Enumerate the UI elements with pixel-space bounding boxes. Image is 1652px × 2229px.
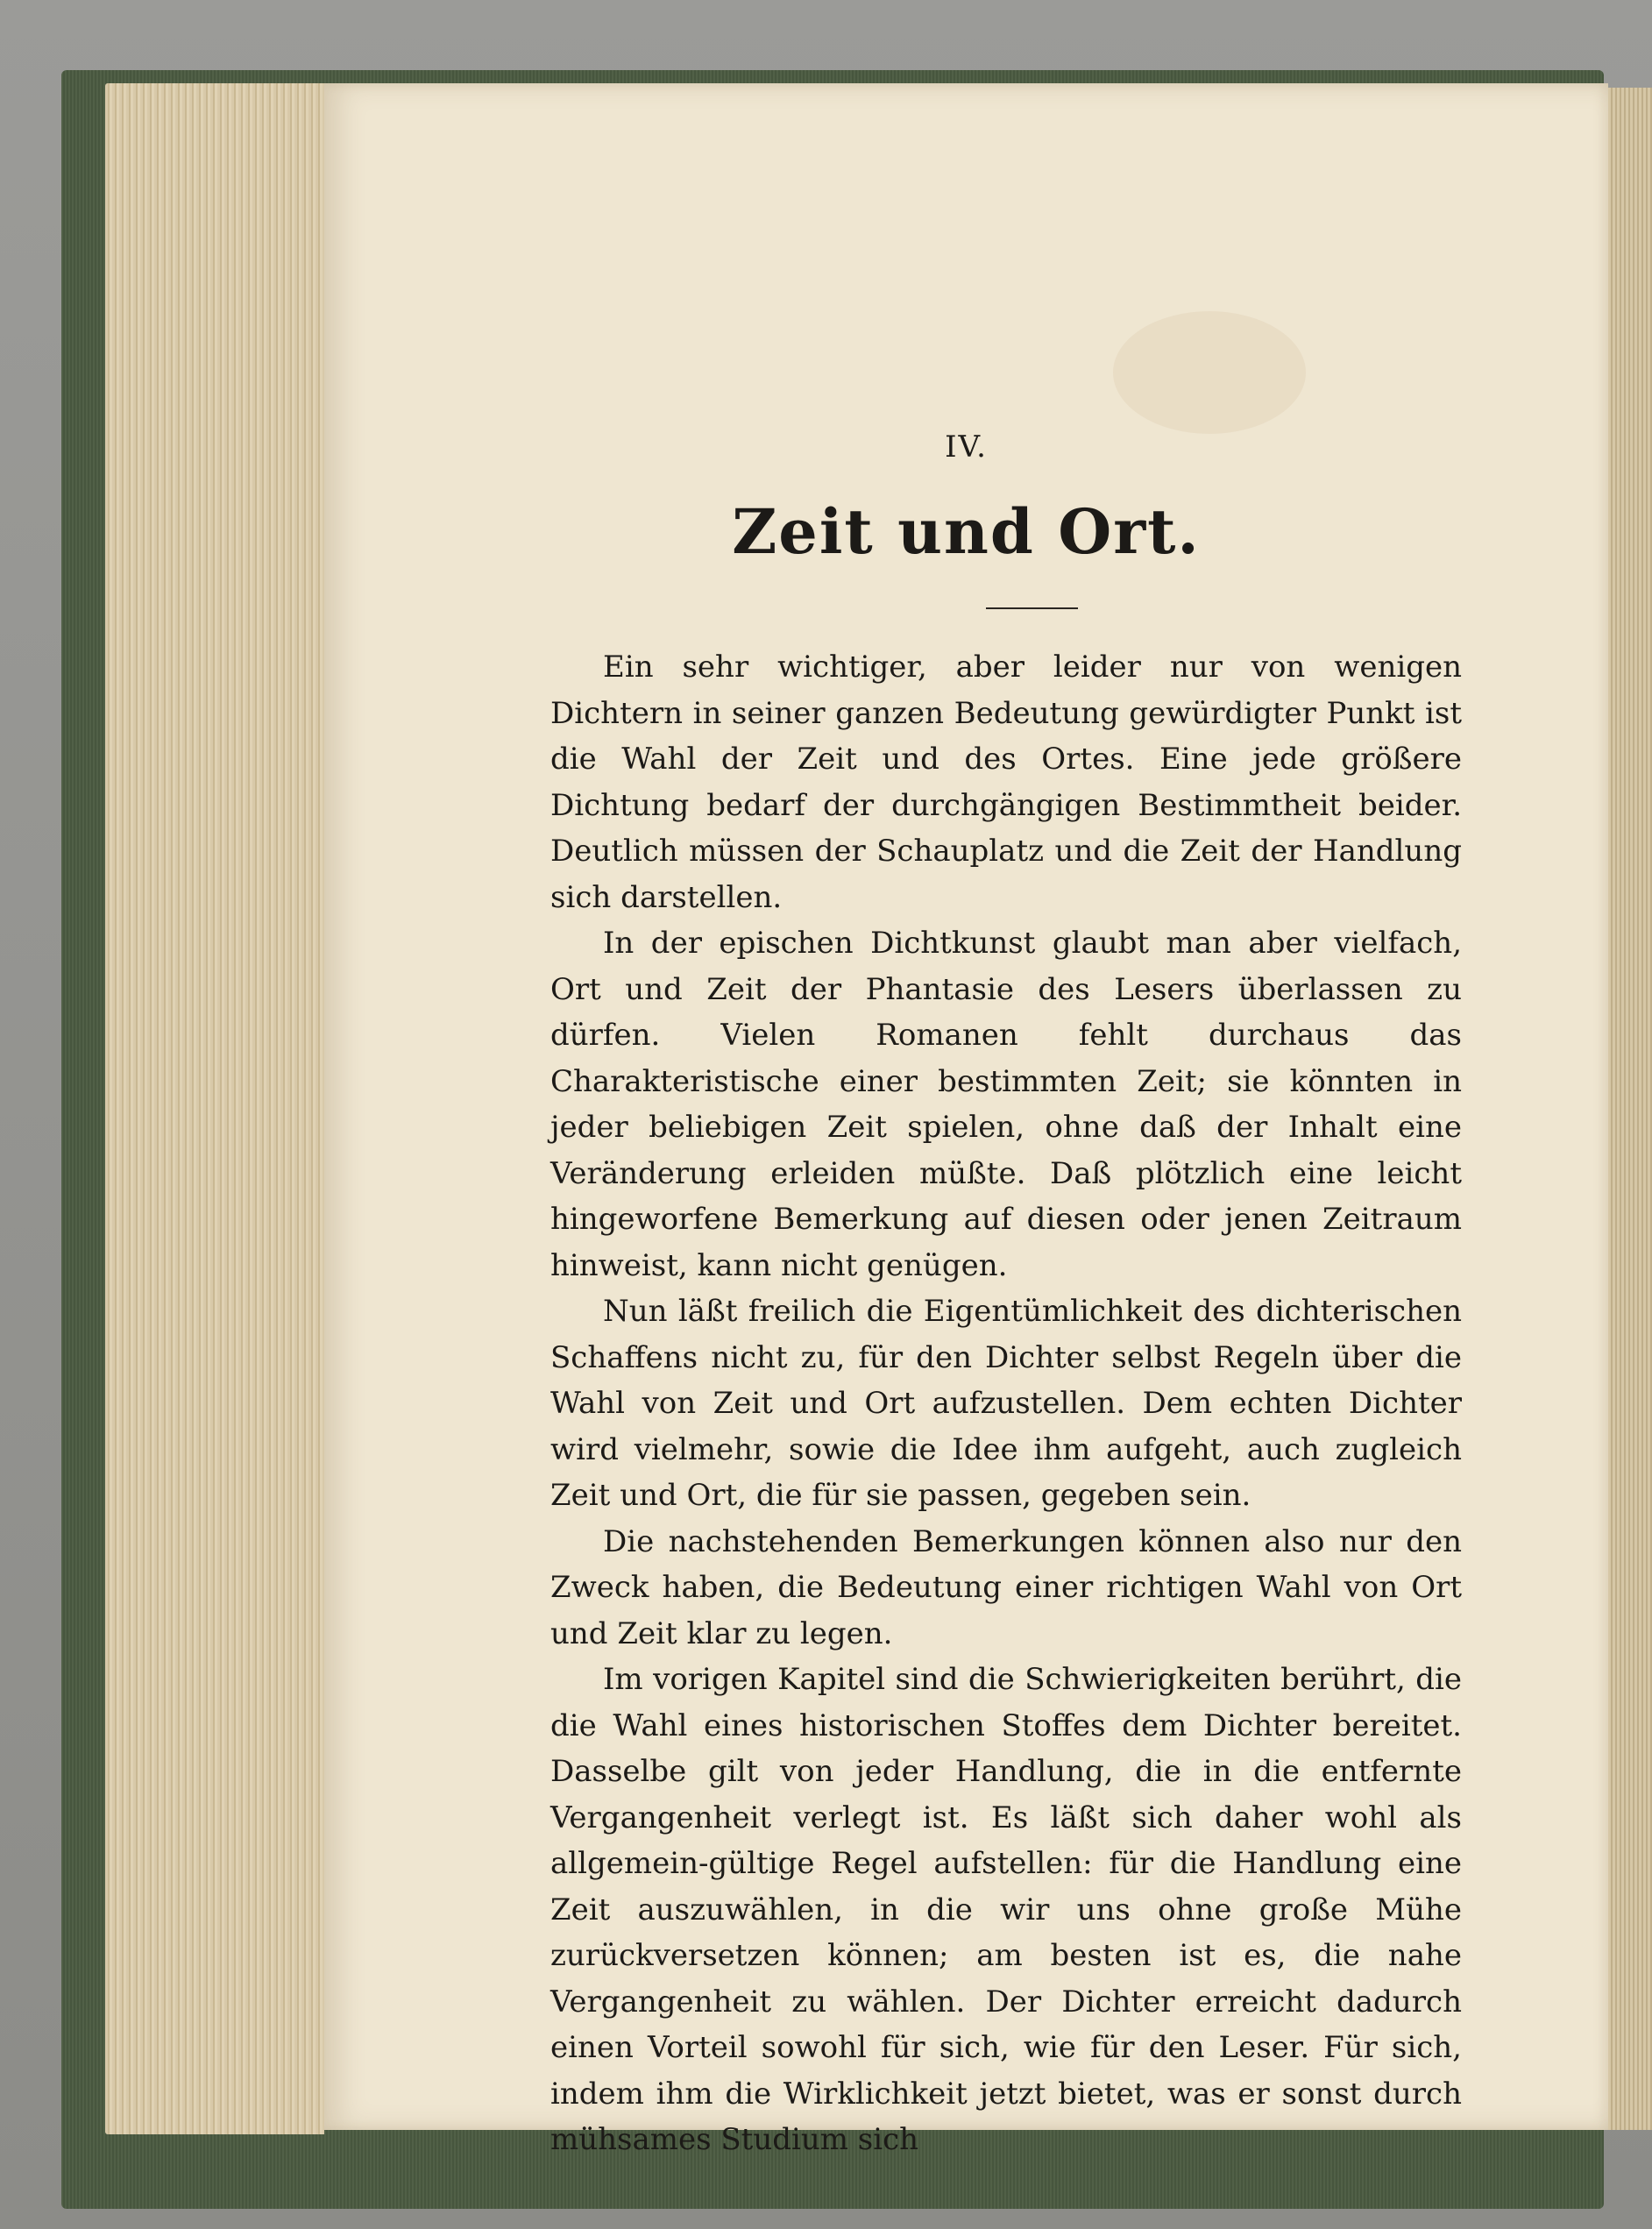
body-text — [550, 644, 1462, 2163]
page-block-right — [1604, 88, 1652, 2130]
paragraph: Nun läßt freilich die Eigentümlichkeit des dichterischen Schaffens nicht zu, für den Dichter selbst Regeln über die Wahl von Zeit und Ort aufzustellen. Dem echten Dichter wird vielmehr, sowie die Idee ihm aufgeht, auch zugleich Zeit und Ort, die für sie passen, gegeben sein. — [550, 1294, 1462, 1513]
chapter-number: IV. — [945, 429, 988, 465]
paragraph: Im vorigen Kapitel sind die Schwierigkeiten berührt, die die Wahl eines historischen Stoffes dem Dichter bereitet. Dasselbe gilt von jeder Handlung, die in die entfernte Vergangenheit verlegt ist. Es läßt sich daher wohl als allgemein-gültige Regel aufstellen: für die Handlung eine Zeit auszuwählen, in die wir uns ohne große Mühe zurückversetzen können; am besten ist es, die nahe Vergangenheit zu wählen. Der Dichter erreicht dadurch einen Vorteil sowohl für sich, wie für den Leser. Für sich, indem ihm die Wirklichkeit jetzt bietet, was er sonst durch mühsames Studium sich — [550, 1662, 1462, 2157]
book-page — [324, 83, 1608, 2157]
paper-stain — [1113, 311, 1306, 434]
page-block-left — [105, 83, 324, 2134]
paragraph: Ein sehr wichtiger, aber leider nur von wenigen Dichtern in seiner ganzen Bedeutung gewürdigter Punkt ist die Wahl der Zeit und des Ortes. Eine jede größere Dichtung bedarf der durchgängigen Bestimmtheit beider. Deutlich müssen der Schauplatz und die Zeit der Handlung sich darstellen. — [550, 650, 1462, 915]
title-divider — [986, 607, 1078, 609]
paragraph: Die nachstehenden Bemerkungen können also nur den Zweck haben, die Bedeutung einer richtigen Wahl von Ort und Zeit klar zu legen. — [550, 1523, 1462, 1651]
chapter-title: Zeit und Ort. — [732, 495, 1201, 568]
paragraph: In der epischen Dichtkunst glaubt man aber vielfach, Ort und Zeit der Phantasie des Lesers überlassen zu dürfen. Vielen Romanen fehlt durchaus das Charakteristische einer bestimmten Zeit; sie könnten in jeder beliebigen Zeit spielen, ohne daß der Inhalt eine Veränderung erleiden müßte. Daß plötzlich eine leicht hingeworfene Bemerkung auf diesen oder jenen Zeitraum hinweist, kann nicht genügen. — [550, 926, 1462, 1283]
